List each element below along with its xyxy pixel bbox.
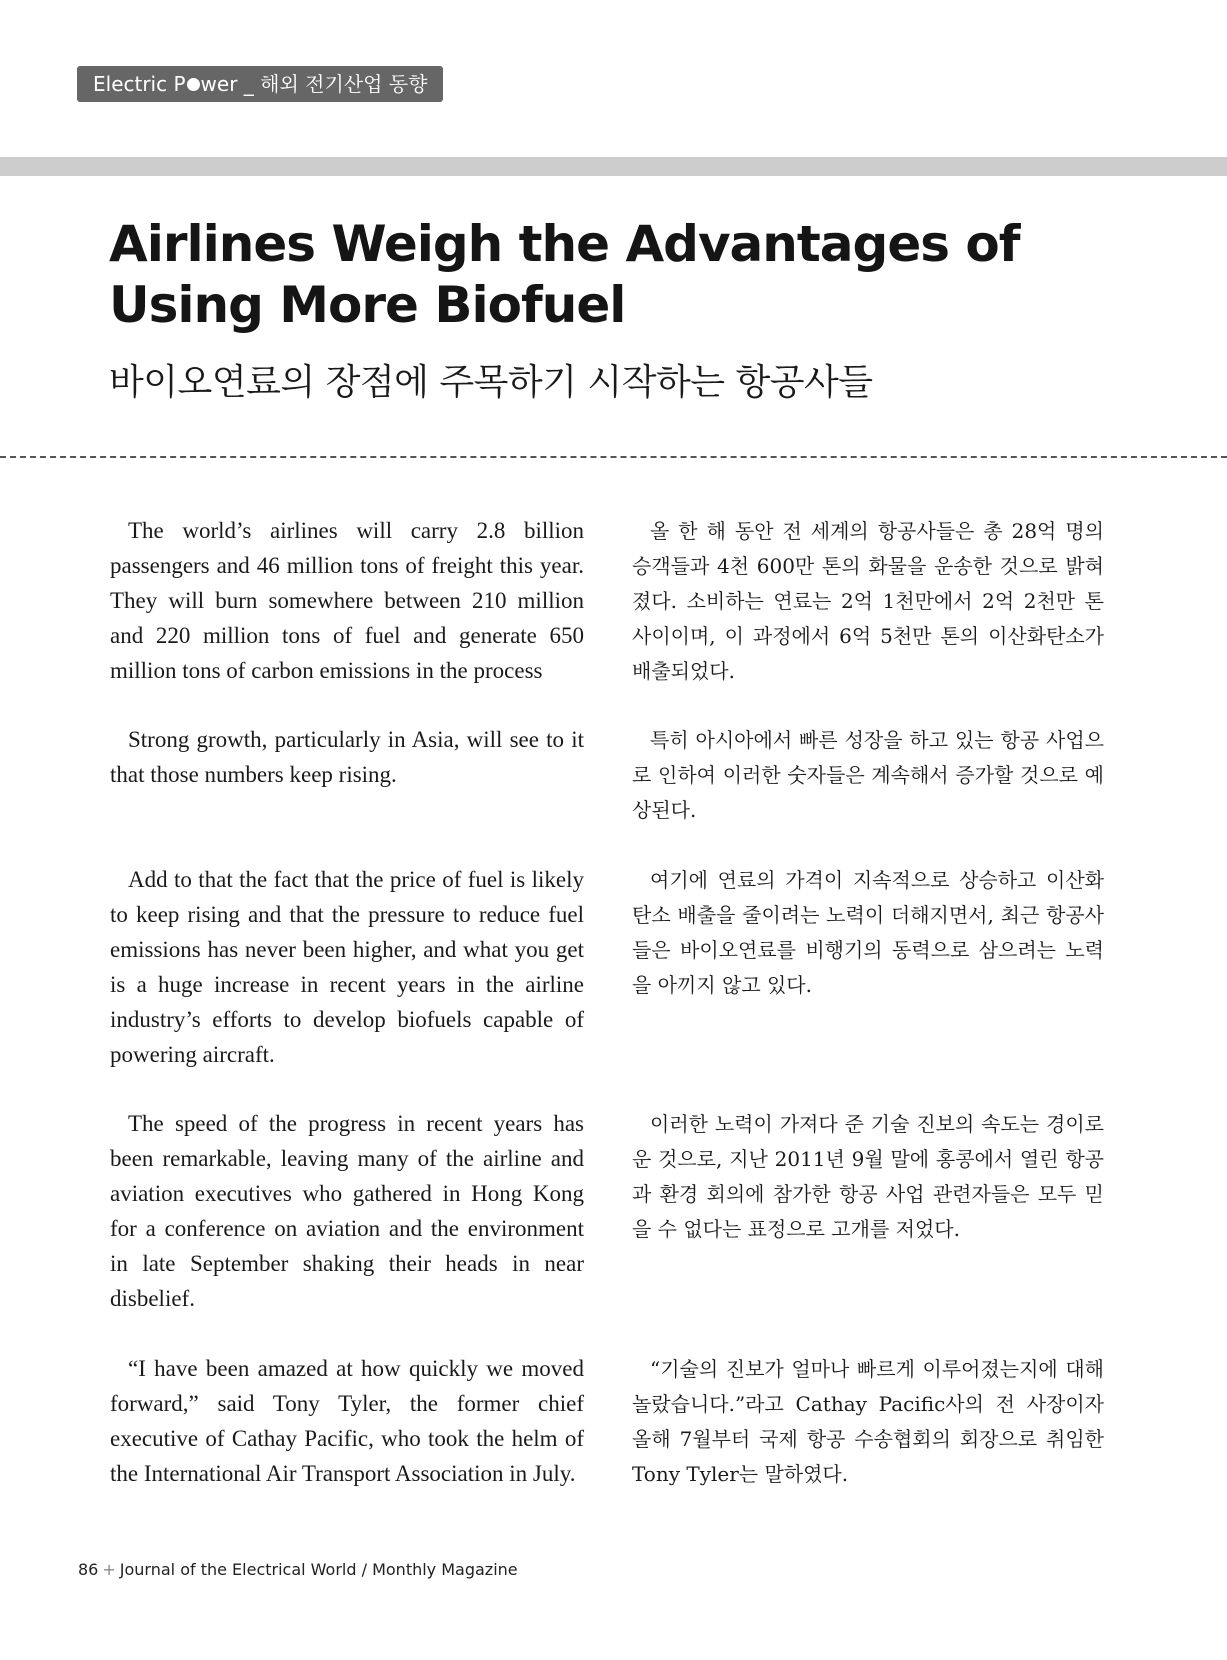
- article-title: Airlines Weigh the Advantages of Using More Biofuel: [109, 215, 1020, 334]
- page-number: 86: [78, 1560, 99, 1579]
- section-tag-text-start: Electric P: [93, 72, 186, 96]
- paragraph-ko-4: 이러한 노력이 가져다 준 기술 진보의 속도는 경이로운 것으로, 지난 2011년 9월 말에 홍콩에서 열린 항공과 환경 회의에 참가한 항공 사업 관련자들은 모두 믿을 수 없다는 표정으로 고개를 저었다.: [632, 1112, 1104, 1241]
- section-tag: [77, 66, 443, 102]
- paragraph-en-5: “I have been amazed at how quickly we moved forward,” said Tony Tyler, the former chief executive of Cathay Pacific, who took the helm of the International Air Transport Association in July.: [110, 1356, 584, 1486]
- paragraph-en-1: The world’s airlines will carry 2.8 billion passengers and 46 million tons of freight this year. They will burn somewhere between 210 million and 220 million tons of fuel and generate 650 million tons of carbon emissions in the process: [110, 518, 584, 683]
- paragraph-en-4: The speed of the progress in recent years has been remarkable, leaving many of the airline and aviation executives who gathered in Hong Kong for a conference on aviation and the environment in late September shaking their heads in near disbelief.: [110, 1111, 584, 1311]
- paragraph-ko-5: “기술의 진보가 얼마나 빠르게 이루어졌는지에 대해 놀랐습니다.”라고 Cathay Pacific사의 전 사장이자 올해 7월부터 국제 항공 수송협회의 회장으로 취임한 Tony Tyler는 말하였다.: [632, 1357, 1104, 1486]
- paragraph-en-3: Add to that the fact that the price of fuel is likely to keep rising and that the pressure to reduce fuel emissions has never been higher, and what you get is a huge increase in recent years in the airline industry’s efforts to develop biofuels capable of powering aircraft.: [110, 867, 584, 1067]
- section-tag-text-end: wer _ 해외 전기산업 동향: [200, 72, 428, 96]
- paragraph-en-2: Strong growth, particularly in Asia, will see to it that those numbers keep rising.: [110, 727, 584, 787]
- article-subtitle: 바이오연료의 장점에 주목하기 시작하는 항공사들: [109, 362, 873, 403]
- page-footer: [78, 1560, 518, 1579]
- circle-icon: [187, 78, 200, 91]
- dashed-divider: [0, 456, 1227, 458]
- header-divider-band: [0, 157, 1227, 176]
- publication-name: Journal of the Electrical World / Monthly Magazine: [119, 1560, 518, 1579]
- paragraph-ko-3: 여기에 연료의 가격이 지속적으로 상승하고 이산화탄소 배출을 줄이려는 노력이 더해지면서, 최근 항공사들은 바이오연료를 비행기의 동력으로 삼으려는 노력을 아끼지 않고 있다.: [632, 868, 1104, 997]
- paragraph-ko-2: 특히 아시아에서 빠른 성장을 하고 있는 항공 사업으로 인하여 이러한 숫자들은 계속해서 증가할 것으로 예상된다.: [632, 728, 1104, 822]
- footer-separator: +: [102, 1560, 116, 1579]
- paragraph-ko-1: 올 한 해 동안 전 세계의 항공사들은 총 28억 명의 승객들과 4천 600만 톤의 화물을 운송한 것으로 밝혀졌다. 소비하는 연료는 2억 1천만에서 2억 2천만 톤 사이이며, 이 과정에서 6억 5천만 톤의 이산화탄소가 배출되었다.: [632, 519, 1104, 683]
